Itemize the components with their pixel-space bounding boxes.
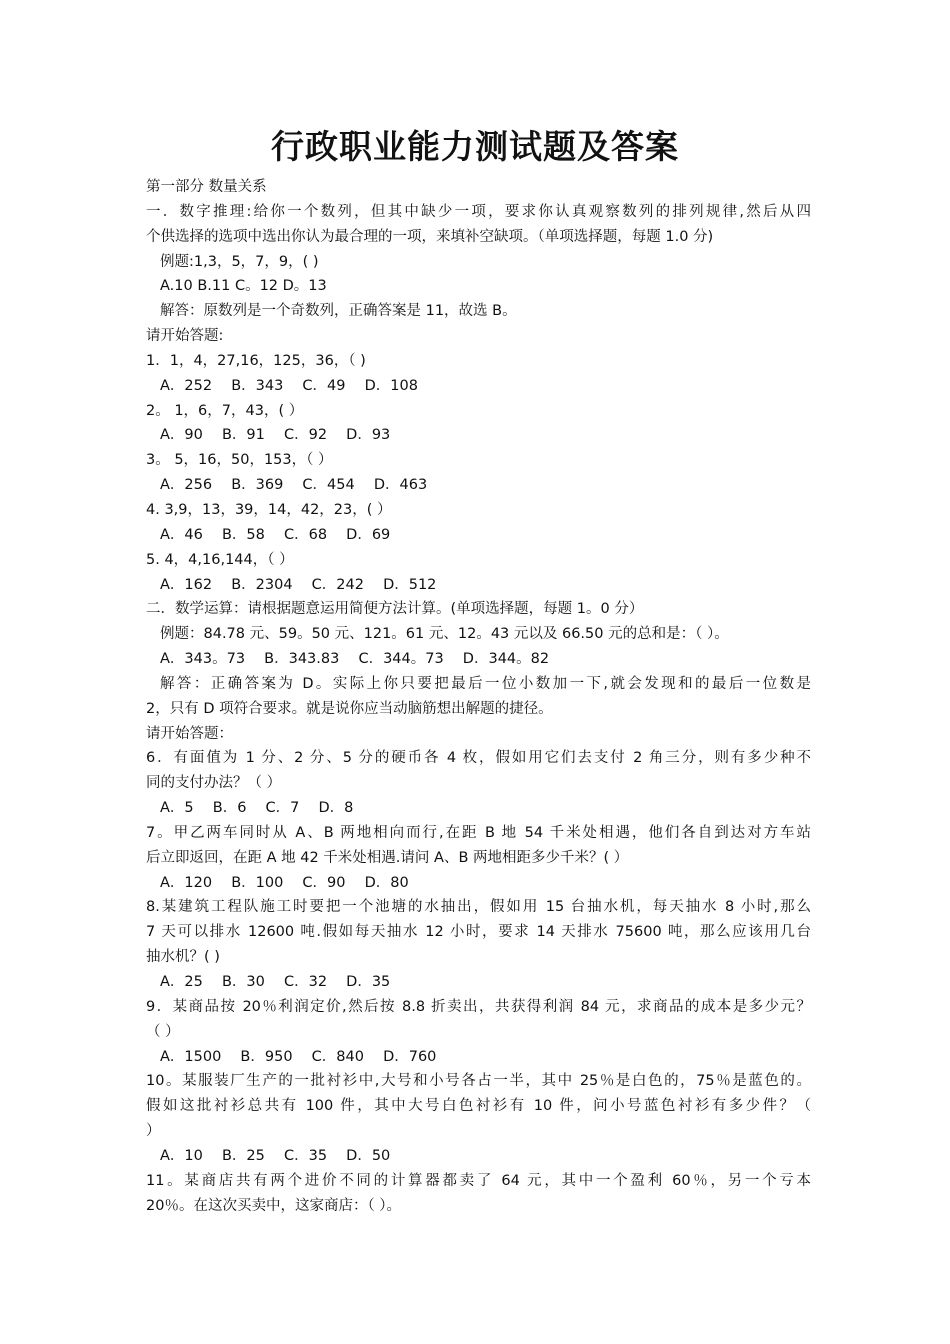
text-line: 抽水机？( ) <box>146 949 220 966</box>
text-line: 5. 4，4,16,144，（ ） <box>146 551 294 568</box>
text-line: 二．数学运算：请根据题意运用简便方法计算。(单项选择题，每题 1。0 分） <box>146 601 644 618</box>
text-line: A．46 B．58 C．68 D．69 <box>160 526 391 543</box>
text-line: A．5 B．6 C．7 D．8 <box>160 800 354 817</box>
text-line: 一．数字推理:给你一个数列，但其中缺少一项，要求你认真观察数列的排列规律,然后从四 <box>146 203 811 220</box>
text-line: 解答：正确答案为 D。实际上你只要把最后一位小数加一下,就会发现和的最后一位数是 <box>160 675 811 692</box>
document-body <box>146 175 811 1218</box>
text-line: 假如这批衬衫总共有 100 件，其中大号白色衬衫有 10 件，问小号蓝色衬衫有多少件？（ <box>146 1098 811 1115</box>
text-line: 2。 1，6，7，43，( ） <box>146 402 304 419</box>
text-line: 第一部分 数量关系 <box>146 179 267 195</box>
text-line: 4. 3,9，13，39，14，42，23，( ） <box>146 501 392 518</box>
text-line: 11。某商店共有两个进价不同的计算器都卖了 64 元，其中一个盈利 60％，另一个亏本 <box>146 1172 811 1189</box>
text-line: 7。甲乙两车同时从 A、B 两地相向而行,在距 B 地 54 千米处相遇，他们各自到达对方车站 <box>146 824 811 841</box>
text-line: 7 天可以排水 12600 吨.假如每天抽水 12 小时，要求 14 天排水 75600 吨，那么应该用几台 <box>146 924 811 941</box>
text-line: 1．1，4，27,16，125，36，（ ) <box>146 352 366 369</box>
text-line: 3。 5，16，50，153，（ ） <box>146 452 333 469</box>
text-line: 请开始答题: <box>146 328 224 345</box>
text-line: A．90 B．91 C．92 D．93 <box>160 427 391 444</box>
text-line: ） <box>146 1123 161 1140</box>
text-line: 8.某建筑工程队施工时要把一个池塘的水抽出，假如用 15 台抽水机，每天抽水 8 小时,那么 <box>146 899 811 916</box>
text-line: 6．有面值为 1 分、2 分、5 分的硬币各 4 枚，假如用它们去支付 2 角三分，则有多少种不 <box>146 750 811 767</box>
document-title: 行政职业能力测试题及答案 <box>271 127 679 166</box>
text-line: A．252 B．343 C．49 D．108 <box>160 377 418 394</box>
text-line: （ ） <box>146 1023 180 1040</box>
text-line: 例题:1,3，5，7，9，( ) <box>160 253 319 270</box>
text-line: 9．某商品按 20％利润定价,然后按 8.8 折卖出，共获得利润 84 元，求商品的成本是多少元？ <box>146 998 811 1015</box>
text-line: A．25 B．30 C．32 D．35 <box>160 974 391 990</box>
text-line: 请开始答题： <box>146 725 233 742</box>
text-line: A．162 B．2304 C．242 D．512 <box>160 576 437 593</box>
text-line: A．1500 B．950 C．840 D．760 <box>160 1048 437 1065</box>
text-line: 后立即返回，在距 A 地 42 千米处相遇.请问 A、B 两地相距多少千米？( ） <box>146 849 629 866</box>
text-line: 同的支付办法？（ ） <box>146 775 282 792</box>
text-line: A．256 B．369 C．454 D．463 <box>160 477 428 494</box>
text-line: 个供选择的选项中选出你认为最合理的一项，来填补空缺项。（单项选择题，每题 1.0 分) <box>146 228 714 245</box>
text-line: A.10 B.11 C。12 D。13 <box>160 278 327 295</box>
text-line: 解答：原数列是一个奇数列，正确答案是 11，故选 B。 <box>160 303 517 320</box>
text-line: 例题：84.78 元、59。50 元、121。61 元、12。43 元以及 66.50 元的总和是：（ ）。 <box>160 626 729 643</box>
text-line: 2，只有 D 项符合要求。就是说你应当动脑筋想出解题的捷径。 <box>146 700 553 717</box>
text-line: 20％。在这次买卖中，这家商店：（ ）。 <box>146 1197 402 1214</box>
text-line: A．10 B．25 C．35 D．50 <box>160 1147 391 1164</box>
text-line: A．120 B．100 C．90 D．80 <box>160 874 409 891</box>
text-line: 10。某服装厂生产的一批衬衫中,大号和小号各占一半，其中 25％是白色的，75％是蓝色的。 <box>146 1073 811 1090</box>
text-line: A．343。73 B．343.83 C．344。73 D．344。82 <box>160 651 550 668</box>
